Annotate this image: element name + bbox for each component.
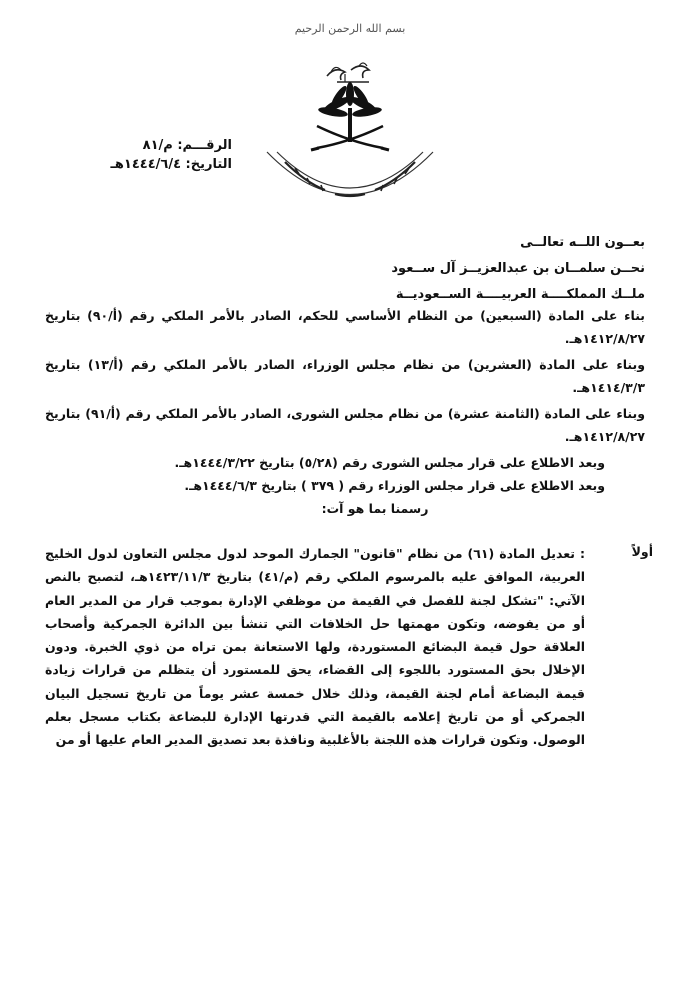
royal-emblem — [255, 52, 445, 212]
preamble — [45, 304, 645, 520]
basmala: بسم الله الرحمن الرحيم — [294, 22, 406, 35]
reference-number: الرقـــم: م/٨١ — [142, 138, 232, 153]
reference-block — [112, 136, 232, 174]
article-text: : تعديل المادة (٦١) من نظام "قانون" الجمارك الموحد لدول مجلس التعاون لدول الخليج العربية، الموافق عليه بالمرسوم الملكي رقم (م/٤١) بتاريخ ١٤٢٣/١١/٣هـ، لتصبح بالنص الآتي: "تشكل لجنة للفصل في القيمة من موظفي الإدارة بموجب قرار من المدير العام أو من يفوضه، وتكون مهمتها حل الخلافات التي تنشأ بين الدائرة الجمركية وأصحاب العلاقة حول قيمة البضائع المستوردة، ولها الاستعانة بمن تراه من ذوي الخبرة. ودون الإخلال بحق المستورد باللجوء إلى القضاء، يحق للمستورد أن يتظلم من قرارات زيادة قيمة البضاعة أمام لجنة القيمة، وذلك خلال خمسة عشر يوماً من تاريخ تسجيل البيان الجمركي أو من تاريخ إعلامه بالقيمة التي قدرتها الإدارة للبضاعة بكتاب مسجل بعلم الوصول. وتكون قرارات هذه اللجنة بالأغلبية ونافذة بعد تصديق المدير العام عليها أو من — [45, 546, 586, 748]
saudi-emblem-icon — [255, 52, 445, 212]
decree-header — [55, 230, 645, 308]
article-first — [45, 542, 653, 752]
consideration-line: وبعد الاطلاع على قرار مجلس الشورى رقم (٥/٢٨) بتاريخ ١٤٤٤/٣/٢٢هـ. — [174, 455, 605, 470]
decree-line: رسمنا بما هو آت: — [321, 501, 429, 516]
preamble-paragraph: وبناء على المادة (الثامنة عشرة) من نظام مجلس الشورى، الصادر بالأمر الملكي رقم (أ/٩١) بتاريخ ١٤١٢/٨/٢٧هـ. — [45, 406, 645, 444]
header-invocation: بعــون اللــه تعالــى — [520, 235, 645, 250]
preamble-paragraph: وبناء على المادة (العشرين) من نظام مجلس الوزراء، الصادر بالأمر الملكي رقم (أ/١٣) بتاريخ ١٤١٤/٣/٣هـ. — [45, 357, 646, 395]
header-king-name: نحــن سلمــان بن عبدالعزيــز آل ســعود — [391, 261, 645, 276]
header-king-title: ملــك المملكــــة العربيــــة الســعوديــة — [395, 287, 645, 302]
article-number: أولاً — [631, 544, 653, 559]
reference-date: التاريخ: ١٤٤٤/٦/٤هـ — [110, 157, 232, 172]
consideration-line: وبعد الاطلاع على قرار مجلس الوزراء رقم ( ٣٧٩ ) بتاريخ ١٤٤٤/٦/٣هـ. — [184, 478, 605, 493]
preamble-paragraph: بناء على المادة (السبعين) من النظام الأساسي للحكم، الصادر بالأمر الملكي رقم (أ/٩٠) بتاريخ ١٤١٢/٨/٢٧هـ. — [45, 308, 646, 346]
